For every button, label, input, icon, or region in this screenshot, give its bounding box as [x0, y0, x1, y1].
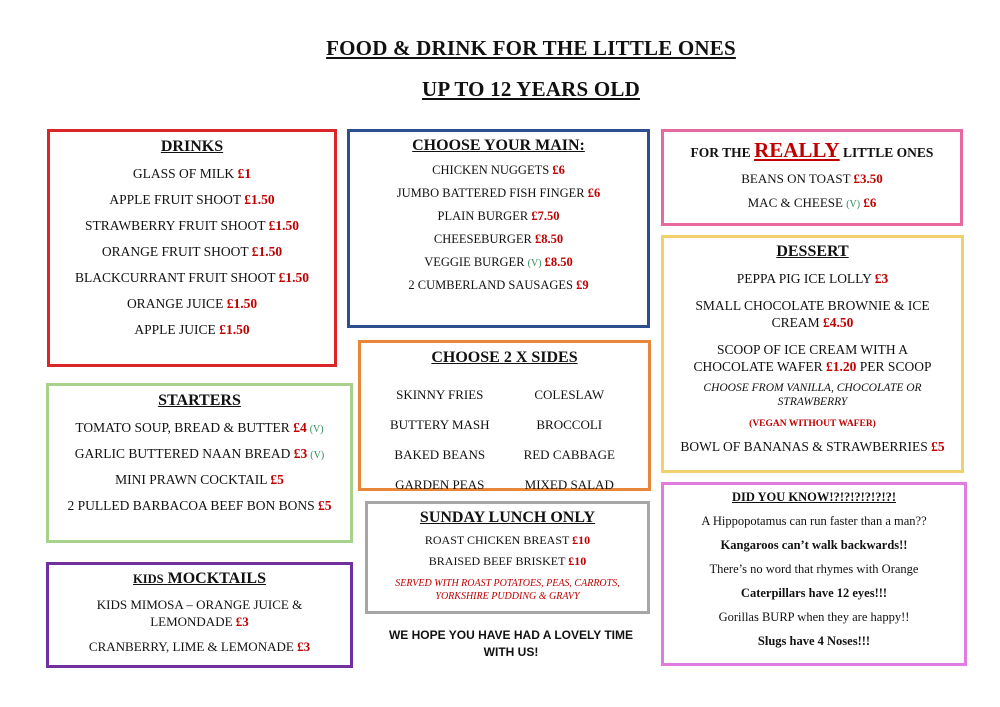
item-name: VEGGIE BURGER: [424, 255, 525, 269]
really-little-item: [664, 171, 960, 187]
item-name: APPLE JUICE: [134, 322, 216, 337]
item-name: PEPPA PIG ICE LOLLY: [736, 271, 872, 286]
item-price: £1.50: [251, 244, 283, 259]
side-option: COLESLAW: [534, 387, 605, 402]
fun-fact: Caterpillars have 12 eyes!!!: [740, 586, 888, 600]
item-name: ROAST CHICKEN BREAST: [424, 533, 570, 547]
mains-section: [347, 129, 650, 328]
farewell-message: WE HOPE YOU HAVE HAD A LOVELY TIME WITH US!: [388, 628, 634, 659]
drinks-section: [47, 129, 337, 367]
fun-fact: There’s no word that rhymes with Orange: [709, 562, 919, 576]
dessert-lolly: [664, 271, 961, 287]
item-price: £10: [568, 554, 587, 568]
item-price: £1.20: [826, 359, 857, 374]
side-option: BUTTERY MASH: [389, 417, 490, 432]
drink-item: [50, 322, 334, 338]
sunday-item: [368, 554, 647, 569]
flavour-note: CHOOSE FROM VANILLA, CHOCOLATE OR STRAWBERRY: [703, 382, 922, 408]
vegetarian-tag: (V): [310, 450, 325, 461]
drink-item: [50, 270, 334, 286]
item-price: £5: [318, 498, 332, 513]
item-price: £1.50: [226, 296, 258, 311]
main-item: [350, 278, 647, 293]
mains-heading: CHOOSE YOUR MAIN:: [412, 137, 585, 154]
starter-item: [49, 420, 350, 436]
item-name: 2 PULLED BARBACOA BEEF BON BONS: [67, 498, 315, 513]
item-price: £4: [293, 420, 307, 435]
item-name: TOMATO SOUP, BREAD & BUTTER: [75, 420, 290, 435]
item-price: £3: [235, 614, 249, 629]
item-price: £1.50: [244, 192, 275, 207]
sunday-heading: SUNDAY LUNCH ONLY: [419, 509, 596, 526]
really-little-section: [661, 129, 963, 226]
item-name: BOWL OF BANANAS & STRAWBERRIES: [680, 439, 928, 454]
side-option: SKINNY FRIES: [396, 387, 484, 402]
dessert-heading: DESSERT: [776, 243, 849, 260]
item-name: CHICKEN NUGGETS: [432, 163, 550, 177]
side-option: BAKED BEANS: [394, 447, 486, 462]
item-price: £9: [576, 278, 589, 292]
vegan-note: (VEGAN WITHOUT WAFER): [749, 419, 876, 429]
item-name: 2 CUMBERLAND SAUSAGES: [408, 278, 573, 292]
sides-heading: CHOOSE 2 X SIDES: [431, 349, 578, 366]
item-price: £7.50: [531, 209, 560, 223]
drink-item: [50, 192, 334, 208]
dessert-scoop: [664, 341, 961, 375]
item-name: MINI PRAWN COCKTAIL: [115, 472, 267, 487]
heading-emphasis: REALLY: [754, 138, 840, 162]
item-name: GARLIC BUTTERED NAAN BREAD: [74, 446, 291, 461]
item-price: £4.50: [823, 315, 854, 330]
vegetarian-tag: (V): [527, 258, 542, 269]
drink-item: [50, 296, 334, 312]
heading-main: MOCKTAILS: [167, 570, 266, 587]
main-item: [350, 186, 647, 201]
item-name: JUMBO BATTERED FISH FINGER: [396, 186, 585, 200]
facts-section: [661, 482, 967, 666]
drinks-heading: DRINKS: [160, 138, 224, 155]
sunday-note: SERVED WITH ROAST POTATOES, PEAS, CARROTS, YORKSHIRE PUDDING & GRAVY: [395, 578, 620, 602]
item-name: PLAIN BURGER: [437, 209, 529, 223]
main-item: [350, 163, 647, 178]
starter-item: [49, 498, 350, 514]
really-little-item: [664, 195, 960, 211]
item-name: APPLE FRUIT SHOOT: [109, 192, 241, 207]
item-name: CHEESEBURGER: [433, 232, 532, 246]
starter-item: [49, 446, 350, 462]
vegetarian-tag: (V): [309, 424, 324, 435]
item-name: BRAISED BEEF BRISKET: [428, 554, 566, 568]
item-price: £6: [552, 163, 565, 177]
fun-fact: A Hippopotamus can run faster than a man??: [701, 514, 927, 528]
sunday-section: [365, 501, 650, 614]
item-price: £6: [863, 195, 877, 210]
starters-heading: STARTERS: [158, 392, 241, 409]
item-price: £1.50: [278, 270, 310, 285]
item-suffix: PER SCOOP: [859, 359, 932, 374]
side-option: RED CABBAGE: [523, 447, 615, 462]
dessert-brownie: [664, 297, 961, 331]
side-option: BROCCOLI: [536, 417, 603, 432]
dessert-bananas: [664, 439, 961, 455]
sides-section: [358, 340, 651, 491]
heading-prefix: KIDS: [133, 572, 164, 586]
drink-item: [50, 166, 334, 182]
item-name: SCOOP OF ICE CREAM WITH A CHOCOLATE WAFER: [693, 342, 908, 374]
item-price: £10: [572, 533, 591, 547]
fun-fact: Slugs have 4 Noses!!!: [757, 634, 871, 648]
item-name: CRANBERRY, LIME & LEMONADE: [88, 639, 294, 654]
item-price: £1.50: [268, 218, 299, 233]
mocktail-item: [49, 638, 350, 655]
item-name: KIDS MIMOSA – ORANGE JUICE & LEMONDADE: [96, 597, 303, 629]
fun-fact: Gorillas BURP when they are happy!!: [718, 610, 910, 624]
item-price: £8.50: [534, 232, 564, 246]
item-name: MAC & CHEESE: [747, 195, 843, 210]
page-subtitle: UP TO 12 YEARS OLD: [422, 77, 640, 101]
item-name: ORANGE FRUIT SHOOT: [101, 244, 249, 259]
page-title: FOOD & DRINK FOR THE LITTLE ONES: [326, 36, 736, 60]
item-price: £3: [297, 639, 311, 654]
item-price: £5: [931, 439, 945, 454]
item-name: BEANS ON TOAST: [741, 171, 851, 186]
mocktails-section: [46, 562, 353, 668]
starters-section: [46, 383, 353, 543]
side-option: MIXED SALAD: [524, 477, 614, 492]
main-item: [350, 209, 647, 224]
item-price: £8.50: [544, 255, 573, 269]
facts-heading: DID YOU KNOW!?!?!?!?!?!?!: [731, 490, 897, 504]
heading-prefix: FOR THE: [690, 145, 751, 160]
item-price: £3: [874, 271, 889, 286]
item-price: £3.50: [853, 171, 883, 186]
main-item: [350, 232, 647, 247]
main-item: [350, 255, 647, 270]
drink-item: [50, 244, 334, 260]
item-name: BLACKCURRANT FRUIT SHOOT: [74, 270, 276, 285]
item-price: £6: [587, 186, 601, 200]
item-price: £5: [270, 472, 284, 487]
item-name: GLASS OF MILK: [132, 166, 235, 181]
vegetarian-tag: (V): [846, 199, 861, 210]
item-name: SMALL CHOCOLATE BROWNIE & ICE CREAM: [695, 298, 930, 330]
item-price: £1: [237, 166, 252, 181]
item-name: STRAWBERRY FRUIT SHOOT: [85, 218, 266, 233]
drink-item: [50, 218, 334, 234]
really-little-heading: [664, 138, 960, 163]
heading-suffix: LITTLE ONES: [843, 145, 934, 160]
dessert-section: [661, 235, 964, 473]
fun-fact: Kangaroos can’t walk backwards!!: [720, 538, 908, 552]
item-name: ORANGE JUICE: [126, 296, 224, 311]
item-price: £3: [293, 446, 308, 461]
mocktail-item: [49, 596, 350, 630]
starter-item: [49, 472, 350, 488]
side-option: GARDEN PEAS: [395, 477, 485, 492]
mocktails-heading: [49, 570, 350, 588]
item-price: £1.50: [219, 322, 250, 337]
sunday-item: [368, 533, 647, 548]
